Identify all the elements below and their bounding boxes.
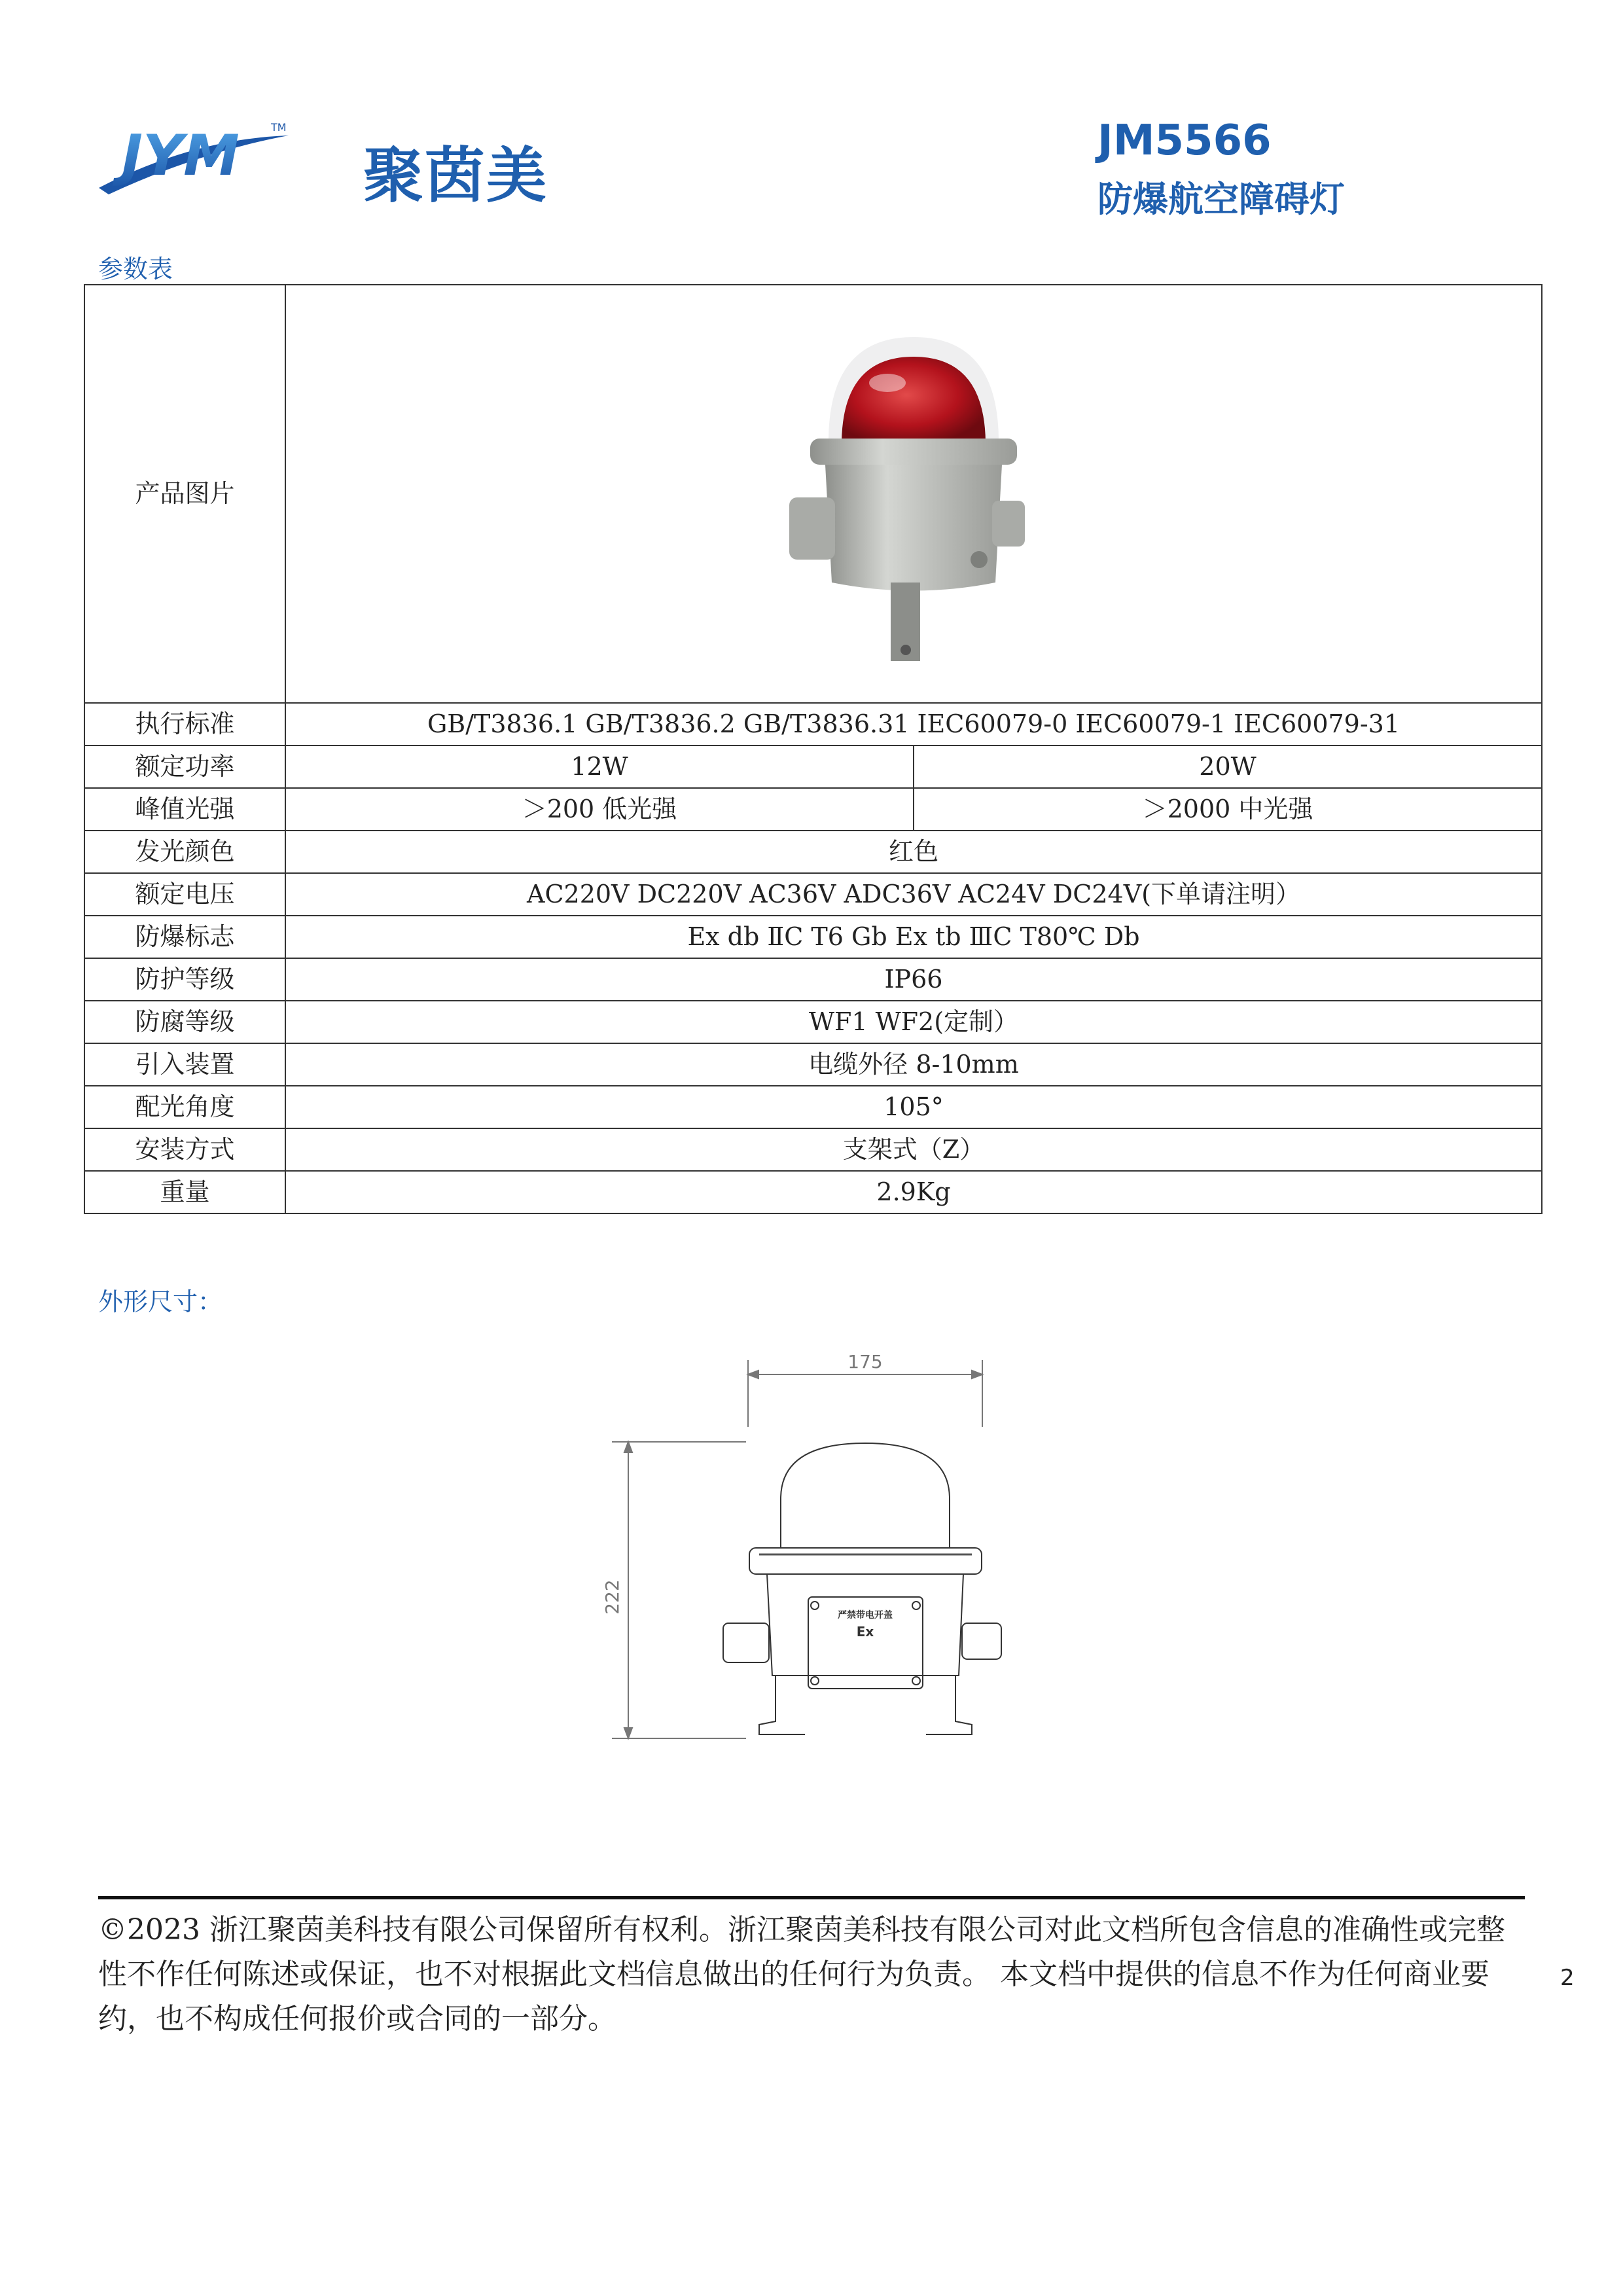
row-label: 防护等级 bbox=[84, 958, 285, 1001]
row-label: 防腐等级 bbox=[84, 1001, 285, 1043]
row-value: 105° bbox=[285, 1086, 1542, 1128]
row-value: GB/T3836.1 GB/T3836.2 GB/T3836.31 IEC60079-0 IEC60079-1 IEC60079-31 bbox=[285, 703, 1542, 745]
svg-text:TM: TM bbox=[271, 121, 287, 134]
brand-logo bbox=[96, 113, 292, 201]
row-value: 电缆外径 8-10mm bbox=[285, 1043, 1542, 1086]
nameplate-text: 严禁带电开盖 bbox=[838, 1610, 893, 1621]
nameplate-ex-mark: Ex bbox=[856, 1624, 874, 1640]
row-label: 安装方式 bbox=[84, 1128, 285, 1171]
table-row bbox=[84, 831, 1542, 873]
table-row bbox=[84, 1043, 1542, 1086]
row-label: 引入装置 bbox=[84, 1043, 285, 1086]
row-value: ＞200 低光强 bbox=[285, 788, 914, 831]
table-row bbox=[84, 1171, 1542, 1213]
row-value: 支架式（Z） bbox=[285, 1128, 1542, 1171]
product-photo bbox=[770, 311, 1058, 677]
footer-divider bbox=[98, 1896, 1525, 1899]
model-code: JM5566 bbox=[1097, 117, 1272, 165]
svg-text:JYM: JYM bbox=[122, 123, 240, 188]
row-label: 执行标准 bbox=[84, 703, 285, 745]
dimension-drawing bbox=[589, 1348, 1034, 1754]
product-image-cell bbox=[285, 285, 1542, 703]
page-number: 2 bbox=[1560, 1965, 1575, 1991]
params-section-title: 参数表 bbox=[98, 255, 173, 283]
table-row bbox=[84, 958, 1542, 1001]
table-row bbox=[84, 1086, 1542, 1128]
row-value: Ex db ⅡC T6 Gb Ex tb ⅢC T80℃ Db bbox=[285, 916, 1542, 958]
row-value: 2.9Kg bbox=[285, 1171, 1542, 1213]
row-value: 12W bbox=[285, 745, 914, 788]
row-value: ＞2000 中光强 bbox=[914, 788, 1542, 831]
row-value: AC220V DC220V AC36V ADC36V AC24V DC24V(下单请注明） bbox=[285, 873, 1542, 916]
row-label: 防爆标志 bbox=[84, 916, 285, 958]
params-table bbox=[84, 284, 1543, 1214]
copyright-notice: ©2023 浙江聚茵美科技有限公司保留所有权利。浙江聚茵美科技有限公司对此文档所包含信息的准确性或完整性不作任何陈述或保证，也不对根据此文档信息做出的任何行为负责。 本文档中提供的信息不作为任何商业要约，也不构成任何报价或合同的一部分。 bbox=[98, 1913, 1505, 2036]
dims-section-title: 外形尺寸： bbox=[98, 1287, 223, 1316]
row-label: 产品图片 bbox=[84, 285, 285, 703]
row-value: 20W bbox=[914, 745, 1542, 788]
row-label: 配光角度 bbox=[84, 1086, 285, 1128]
model-name: 防爆航空障碍灯 bbox=[1097, 179, 1345, 220]
row-label: 额定电压 bbox=[84, 873, 285, 916]
lamp-outline-icon bbox=[723, 1443, 1001, 1734]
table-row bbox=[84, 285, 1542, 703]
row-label: 重量 bbox=[84, 1171, 285, 1213]
row-label: 额定功率 bbox=[84, 745, 285, 788]
row-label: 发光颜色 bbox=[84, 831, 285, 873]
brand-name: 聚茵美 bbox=[363, 141, 548, 211]
row-value: 红色 bbox=[285, 831, 1542, 873]
table-row bbox=[84, 916, 1542, 958]
height-dimension: 222 bbox=[601, 1579, 623, 1615]
row-value: WF1 WF2(定制） bbox=[285, 1001, 1542, 1043]
width-dimension: 175 bbox=[847, 1351, 883, 1372]
table-row bbox=[84, 1001, 1542, 1043]
row-value: IP66 bbox=[285, 958, 1542, 1001]
table-row bbox=[84, 788, 1542, 831]
table-row bbox=[84, 1128, 1542, 1171]
table-row bbox=[84, 703, 1542, 745]
row-label: 峰值光强 bbox=[84, 788, 285, 831]
table-row bbox=[84, 745, 1542, 788]
table-row bbox=[84, 873, 1542, 916]
